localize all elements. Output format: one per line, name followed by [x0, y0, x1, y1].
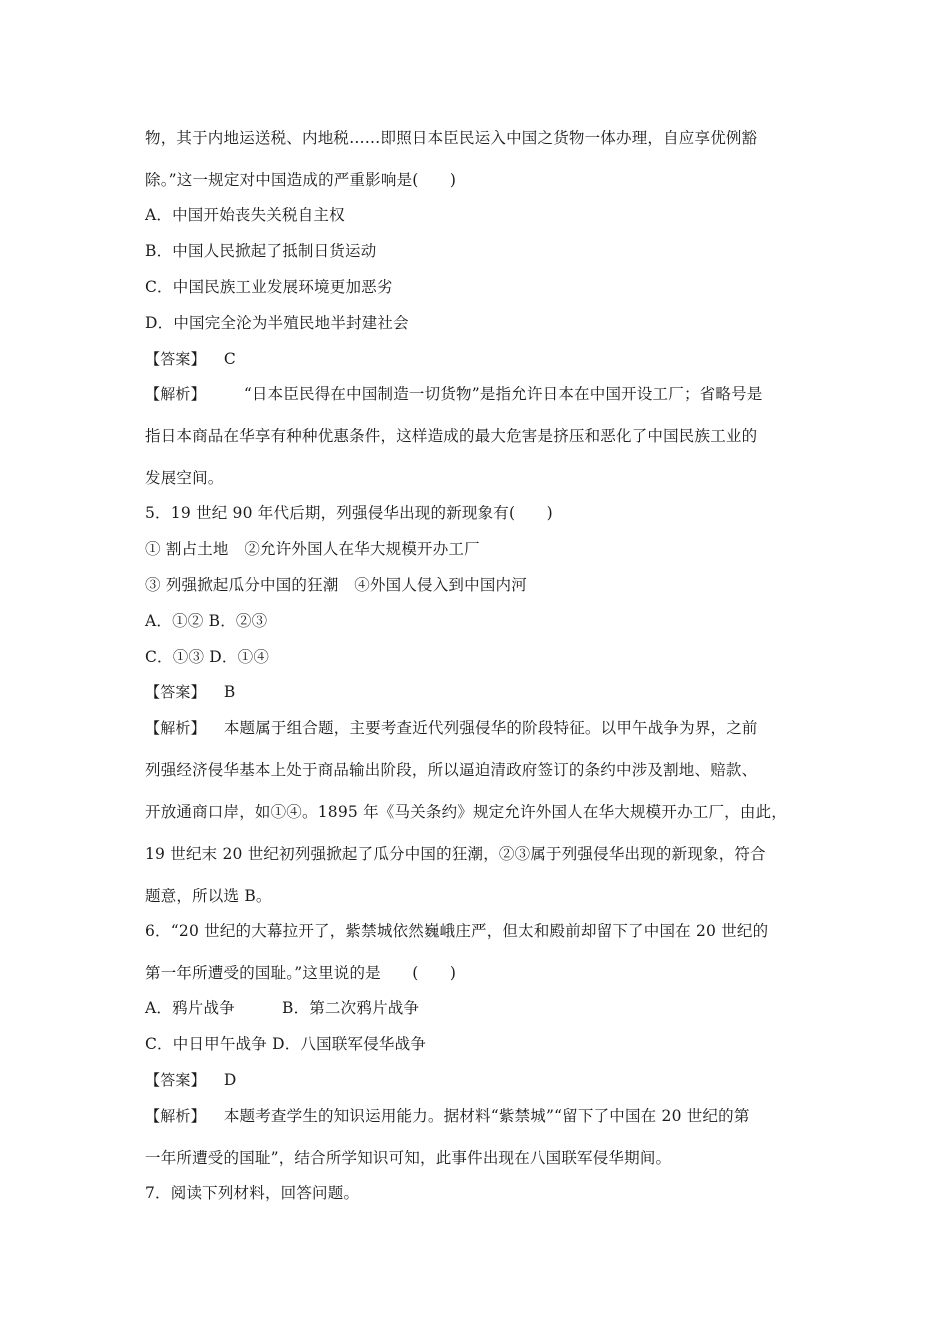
- q5-analysis-line-4: 19 世纪末 20 世纪初列强掀起了瓜分中国的狂潮，②③属于列强侵华出现的新现象，符合: [145, 845, 766, 863]
- q5-analysis-line-3: 开放通商口岸，如①④。1895 年《马关条约》规定允许外国人在华大规模开办工厂，由此，: [145, 803, 787, 821]
- q6-answer: [145, 1070, 825, 1090]
- q4-answer: [145, 349, 825, 369]
- answer-value: C: [223, 350, 236, 368]
- analysis-label: 【解析】: [145, 385, 206, 403]
- q6-analysis-line-2: 一年所遭受的国耻”，结合所学知识可知，此事件出现在八国联军侵华期间。: [145, 1149, 672, 1167]
- q4-stem-line-1: 物，其于内地运送税、内地税……即照日本臣民运入中国之货物一体办理，自应享优例豁: [145, 129, 758, 147]
- analysis-label: 【解析】: [145, 719, 206, 737]
- q4-option-a: A．中国开始丧失关税自主权: [145, 206, 345, 224]
- q5-stem: 5．19 世纪 90 年代后期，列强侵华出现的新现象有( ): [145, 504, 553, 522]
- answer-label: 【答案】: [145, 350, 206, 368]
- q4-analysis-line-3: 发展空间。: [145, 469, 224, 487]
- analysis-text: “日本臣民得在中国制造一切货物”是指允许日本在中国开设工厂；省略号是: [243, 385, 763, 403]
- analysis-text: 本题属于组合题，主要考查近代列强侵华的阶段特征。以甲午战争为界，之前: [223, 719, 758, 737]
- q5-options-line-2: C．①③ D．①④: [145, 648, 270, 666]
- q5-items-line-2: ③ 列强掀起瓜分中国的狂潮 ④外国人侵入到中国内河: [145, 576, 527, 594]
- q6-analysis-line-1: [145, 1106, 825, 1126]
- q6-stem-line-2: 第一年所遭受的国耻。”这里说的是 ( ): [145, 964, 457, 982]
- q5-analysis-line-1: [145, 718, 825, 738]
- answer-value: D: [223, 1071, 237, 1089]
- q4-analysis-line-1: [145, 384, 825, 404]
- q5-options-line-1: A．①② B．②③: [145, 612, 268, 630]
- q5-items-line-1: ① 割占土地 ②允许外国人在华大规模开办工厂: [145, 540, 480, 558]
- q4-analysis-line-2: 指日本商品在华享有种种优惠条件，这样造成的最大危害是挤压和恶化了中国民族工业的: [145, 427, 758, 445]
- q5-analysis-line-5: 题意，所以选 B。: [145, 887, 272, 905]
- q5-analysis-line-2: 列强经济侵华基本上处于商品输出阶段，所以逼迫清政府签订的条约中涉及割地、赔款、: [145, 761, 758, 779]
- q4-stem-line-2: 除。”这一规定对中国造成的严重影响是( ): [145, 171, 457, 189]
- q5-answer: [145, 682, 825, 702]
- q6-options-line-2: C．中日甲午战争 D．八国联军侵华战争: [145, 1035, 427, 1053]
- q4-option-b: B．中国人民掀起了抵制日货运动: [145, 242, 377, 260]
- q6-options-line-1: A．鸦片战争 B．第二次鸦片战争: [145, 999, 420, 1017]
- analysis-label: 【解析】: [145, 1107, 206, 1125]
- q4-option-d: D．中国完全沦为半殖民地半封建社会: [145, 314, 409, 332]
- analysis-text: 本题考查学生的知识运用能力。据材料“紫禁城”“留下了中国在 20 世纪的第: [223, 1107, 750, 1125]
- answer-label: 【答案】: [145, 683, 206, 701]
- q7-stem: 7．阅读下列材料，回答问题。: [145, 1184, 360, 1202]
- answer-label: 【答案】: [145, 1071, 206, 1089]
- answer-value: B: [223, 683, 236, 701]
- q4-option-c: C．中国民族工业发展环境更加恶劣: [145, 278, 393, 296]
- q6-stem-line-1: 6．“20 世纪的大幕拉开了，紫禁城依然巍峨庄严，但太和殿前却留下了中国在 20 世纪的: [145, 922, 769, 940]
